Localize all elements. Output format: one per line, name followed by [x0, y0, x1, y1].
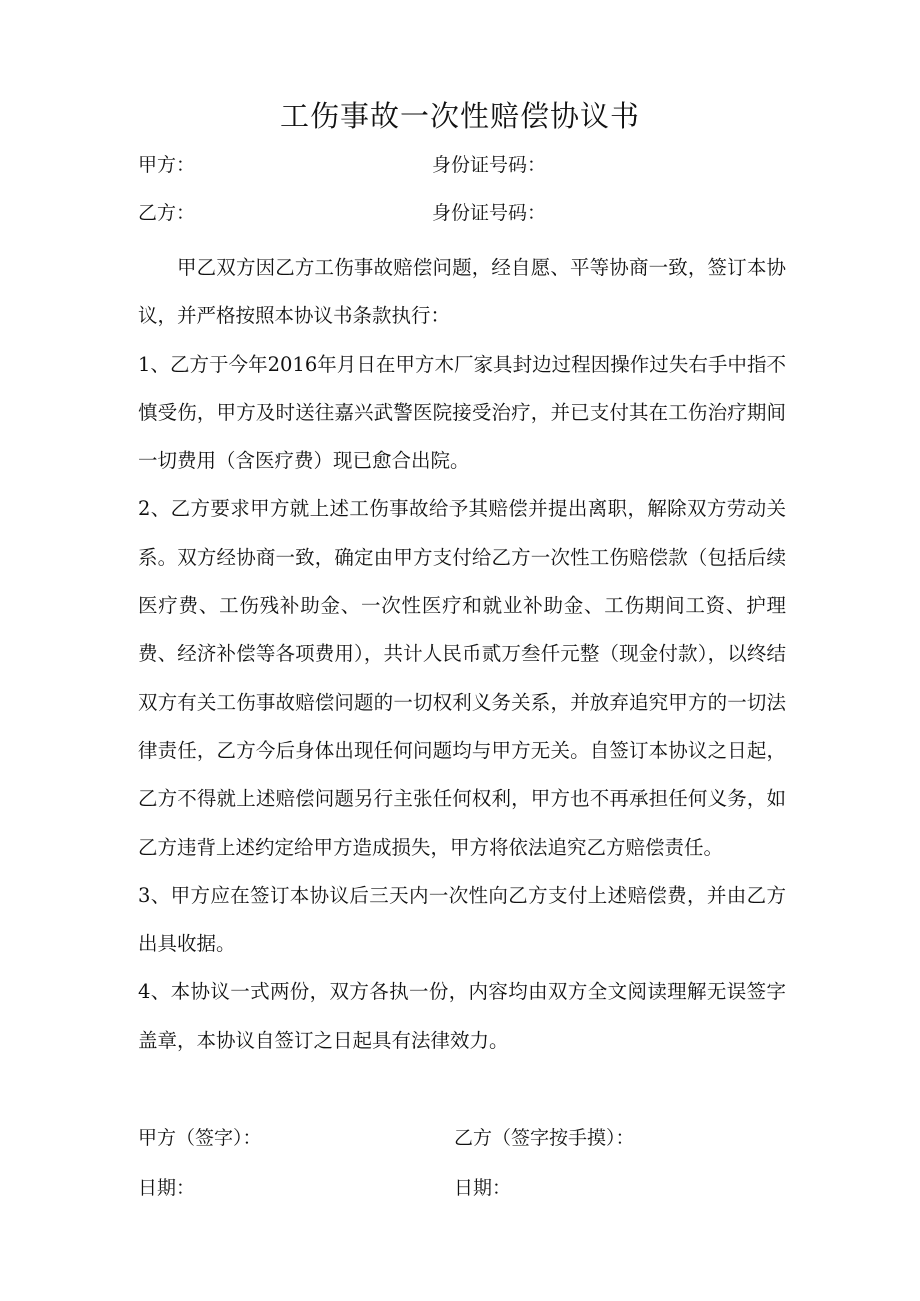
agreement-body — [138, 244, 786, 1065]
clause-3: 3、甲方应在签订本协议后三天内一次性向乙方支付上述赔偿费，并由乙方出具收据。 — [138, 883, 786, 956]
intro-paragraph: 甲乙双方因乙方工伤事故赔偿问题，经自愿、平等协商一致，签订本协议，并严格按照本协议书条款执行： — [138, 256, 786, 328]
party-a-label: 甲方： — [138, 154, 196, 176]
party-b-row — [138, 197, 838, 229]
party-a-row — [138, 149, 838, 181]
party-a-signature-label: 甲方（签字）： — [138, 1127, 262, 1149]
clause-4: 4、本协议一式两份，双方各执一份，内容均由双方全文阅读理解无误签字盖章，本协议自签订之日起具有法律效力。 — [138, 980, 786, 1052]
clause-1: 1、乙方于今年2016年月日在甲方木厂家具封边过程因操作过失右手中指不慎受伤，甲方及时送往嘉兴武警医院接受治疗，并已支付其在工伤治疗期间一切费用（含医疗费）现已愈合出院。 — [138, 352, 786, 473]
party-b-label: 乙方： — [138, 202, 196, 224]
party-b-id-label: 身份证号码： — [432, 202, 547, 224]
party-b-date-label: 日期： — [454, 1177, 512, 1199]
document-title: 工伤事故一次性赔偿协议书 — [279, 99, 640, 133]
clause-2: 2、乙方要求甲方就上述工伤事故给予其赔偿并提出离职，解除双方劳动关系。双方经协商一致，确定由甲方支付给乙方一次性工伤赔偿款（包括后续医疗费、工伤残补助金、一次性医疗和就业补助金、工伤期间工资、护理费、经济补偿等各项费用），共计人民币贰万叁仟元整（现金付款），以终结双方有关工伤事故赔偿问题的一切权利义务关系，并放弃追究甲方的一切法律责任，乙方今后身体出现任何问题均与甲方无关。自签订本协议之日起，乙方不得就上述赔偿问题另行主张任何权利，甲方也不再承担任何义务，如乙方违背上述约定给甲方造成损失，甲方将依法追究乙方赔偿责任。 — [138, 497, 786, 859]
date-row — [138, 1172, 838, 1204]
party-a-date-label: 日期： — [138, 1177, 196, 1199]
party-b-signature-label: 乙方（签字按手摸）： — [454, 1127, 635, 1149]
party-a-id-label: 身份证号码： — [432, 154, 547, 176]
signature-row — [138, 1122, 838, 1154]
